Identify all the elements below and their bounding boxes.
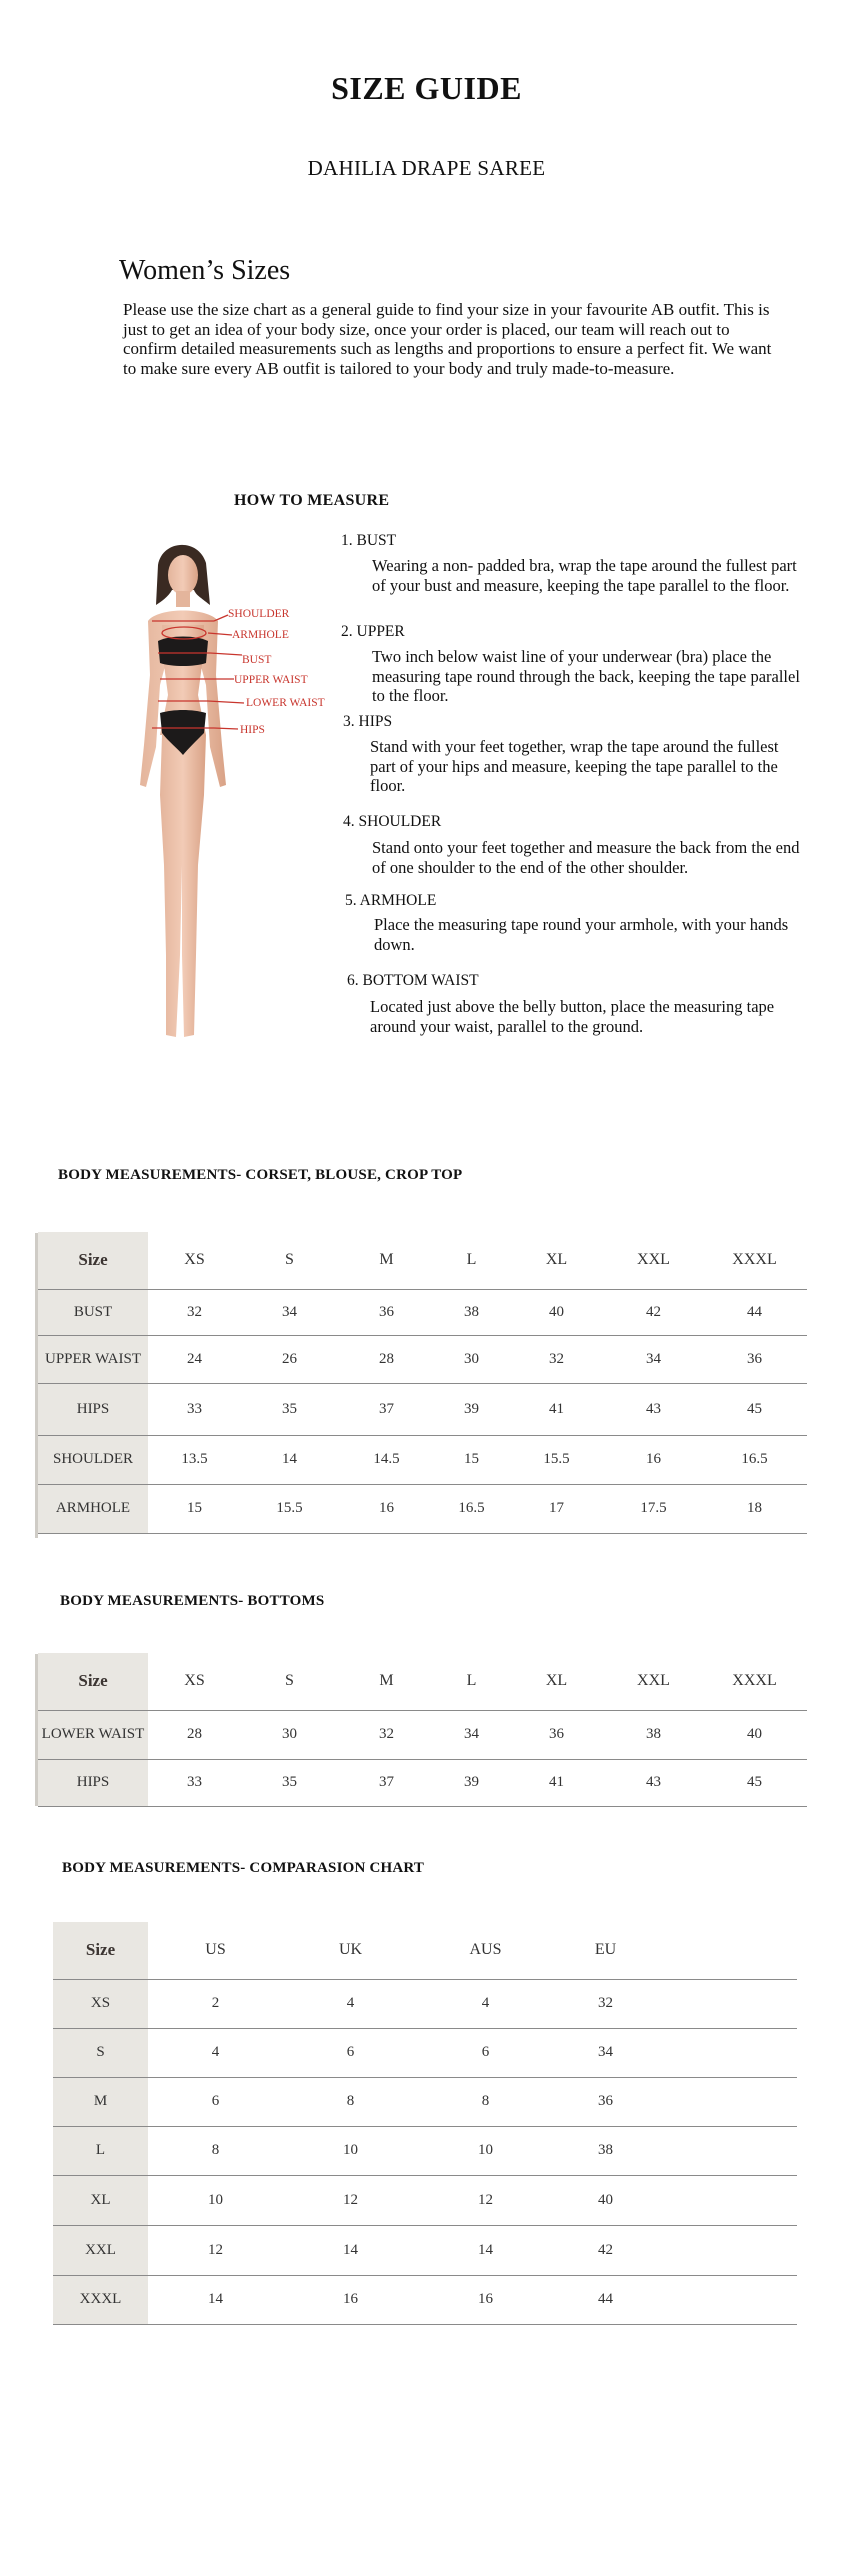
column-header-cell: XXL — [605, 1232, 702, 1289]
column-header-cell: US — [148, 1922, 283, 1979]
column-header-cell: XS — [148, 1653, 241, 1710]
column-header-cell: S — [241, 1653, 338, 1710]
figure-label-armhole: ARMHOLE — [232, 629, 289, 641]
figure-label-shoulder: SHOULDER — [228, 608, 290, 620]
row-label-cell: M — [53, 2077, 148, 2126]
table-cell: 43 — [605, 1759, 702, 1806]
table-cell: 39 — [435, 1383, 508, 1435]
row-label-cell: L — [53, 2126, 148, 2175]
table-cell: 33 — [148, 1383, 241, 1435]
table-cell: 10 — [418, 2126, 553, 2175]
column-header-cell: XL — [508, 1653, 605, 1710]
row-label-cell: SHOULDER — [38, 1435, 148, 1484]
table-cell: 37 — [338, 1383, 435, 1435]
row-label-cell: XXL — [53, 2225, 148, 2275]
figure-label-hips: HIPS — [240, 724, 265, 736]
column-header-cell: S — [241, 1232, 338, 1289]
table-cell: 40 — [508, 1289, 605, 1335]
row-label-cell: XL — [53, 2175, 148, 2225]
table-cell: 34 — [435, 1710, 508, 1759]
figure-label-lower-waist: LOWER WAIST — [246, 697, 325, 709]
table-row — [53, 2275, 797, 2324]
table-cell: 16.5 — [702, 1435, 807, 1484]
table-cell — [658, 2275, 797, 2324]
row-label-cell: BUST — [38, 1289, 148, 1335]
table-cell: 14 — [241, 1435, 338, 1484]
row-label-cell: S — [53, 2028, 148, 2077]
table-cell: 6 — [283, 2028, 418, 2077]
table-cell: 44 — [702, 1289, 807, 1335]
figure-label-bust: BUST — [242, 654, 272, 666]
column-header-cell: XL — [508, 1232, 605, 1289]
table-cell: 12 — [418, 2175, 553, 2225]
table-cell: 14 — [418, 2225, 553, 2275]
table-cell: 10 — [148, 2175, 283, 2225]
table-cell: 14.5 — [338, 1435, 435, 1484]
row-label-cell: HIPS — [38, 1383, 148, 1435]
table-3-heading: BODY MEASUREMENTS- COMPARASION CHART — [62, 1860, 425, 1876]
table-cell: 36 — [338, 1289, 435, 1335]
table-header-row — [38, 1232, 807, 1289]
step-5-title: 5. ARMHOLE — [345, 892, 437, 909]
table-cell: 4 — [283, 1979, 418, 2028]
table-cell: 6 — [418, 2028, 553, 2077]
table-cell: 32 — [508, 1335, 605, 1383]
table-cell: 15.5 — [241, 1484, 338, 1533]
table-cell: 43 — [605, 1383, 702, 1435]
table-cell: 38 — [553, 2126, 658, 2175]
step-6-description: Located just above the belly button, place the measuring tape around your waist, parallel to the ground. — [370, 997, 775, 1036]
table-cell: 36 — [508, 1710, 605, 1759]
table-cell: 12 — [148, 2225, 283, 2275]
column-header-cell: XS — [148, 1232, 241, 1289]
table-cell: 34 — [241, 1289, 338, 1335]
table-cell: 16 — [283, 2275, 418, 2324]
table-cell: 8 — [418, 2077, 553, 2126]
column-header-cell: XXL — [605, 1653, 702, 1710]
size-column-header: Size — [38, 1653, 148, 1710]
table-row — [38, 1435, 807, 1484]
table-row — [38, 1710, 807, 1759]
size-column-header: Size — [53, 1922, 148, 1979]
table-cell: 16 — [418, 2275, 553, 2324]
how-to-measure-heading: HOW TO MEASURE — [234, 492, 390, 509]
table-cell: 28 — [148, 1710, 241, 1759]
table-cell: 13.5 — [148, 1435, 241, 1484]
measurement-figure-illustration — [70, 535, 330, 1055]
table-row — [53, 2175, 797, 2225]
table-cell: 39 — [435, 1759, 508, 1806]
table-cell: 16 — [605, 1435, 702, 1484]
table-cell: 6 — [148, 2077, 283, 2126]
intro-paragraph: Please use the size chart as a general guide to find your size in your favourite AB outfit. This is just to get an idea of your body size, once your order is placed, our team will reach out to confirm detailed measurements such as lengths and proportions to ensure a perfect fit. We want to make sure every AB outfit is tailored to your body and truly made-to-measure. — [123, 300, 772, 378]
column-header-cell: L — [435, 1653, 508, 1710]
step-1-title: 1. BUST — [341, 532, 397, 549]
table-cell: 8 — [148, 2126, 283, 2175]
table-cell — [658, 2077, 797, 2126]
table-cell: 35 — [241, 1759, 338, 1806]
body-measurements-table — [38, 1232, 807, 1534]
column-header-cell: M — [338, 1232, 435, 1289]
table-header-row — [53, 1922, 797, 1979]
column-header-cell: AUS — [418, 1922, 553, 1979]
column-header-cell: XXXL — [702, 1232, 807, 1289]
step-5-description: Place the measuring tape round your armhole, with your hands down. — [374, 915, 789, 954]
table-row — [53, 2225, 797, 2275]
bottoms-measurements-table — [38, 1653, 807, 1807]
table-cell: 41 — [508, 1383, 605, 1435]
table-cell: 4 — [418, 1979, 553, 2028]
table-cell: 30 — [435, 1335, 508, 1383]
table-row — [53, 2126, 797, 2175]
step-6-title: 6. BOTTOM WAIST — [347, 972, 479, 989]
row-label-cell: XXXL — [53, 2275, 148, 2324]
table-cell: 40 — [702, 1710, 807, 1759]
column-header-cell: L — [435, 1232, 508, 1289]
table-cell — [658, 2175, 797, 2225]
table-2-heading: BODY MEASUREMENTS- BOTTOMS — [60, 1593, 325, 1609]
table-cell — [658, 2028, 797, 2077]
step-4-description: Stand onto your feet together and measure the back from the end of one shoulder to the end of the other shoulder. — [372, 838, 800, 877]
step-1-description: Wearing a non- padded bra, wrap the tape around the fullest part of your bust and measure, keeping the tape parallel to the floor. — [372, 556, 797, 595]
row-label-cell: LOWER WAIST — [38, 1710, 148, 1759]
table-cell: 41 — [508, 1759, 605, 1806]
table-cell: 44 — [553, 2275, 658, 2324]
table-cell: 34 — [605, 1335, 702, 1383]
table-cell: 15.5 — [508, 1435, 605, 1484]
table-cell: 36 — [702, 1335, 807, 1383]
table-cell: 42 — [553, 2225, 658, 2275]
table-cell: 24 — [148, 1335, 241, 1383]
table-row — [38, 1383, 807, 1435]
size-column-header: Size — [38, 1232, 148, 1289]
product-name: DAHILIA DRAPE SAREE — [307, 156, 546, 180]
size-comparison-table — [53, 1922, 797, 2325]
table-cell: 34 — [553, 2028, 658, 2077]
table-cell: 4 — [148, 2028, 283, 2077]
table-cell: 36 — [553, 2077, 658, 2126]
table-cell: 38 — [605, 1710, 702, 1759]
table-cell — [658, 2126, 797, 2175]
column-header-cell: EU — [553, 1922, 658, 1979]
table-cell: 32 — [148, 1289, 241, 1335]
step-3-description: Stand with your feet together, wrap the tape around the fullest part of your hips and measure, keeping the tape parallel to the floor. — [370, 737, 779, 795]
table-cell: 18 — [702, 1484, 807, 1533]
table-row — [53, 2028, 797, 2077]
table-row — [38, 1335, 807, 1383]
table-row — [38, 1759, 807, 1806]
table-cell: 28 — [338, 1335, 435, 1383]
table-cell: 45 — [702, 1759, 807, 1806]
column-header-cell: M — [338, 1653, 435, 1710]
table-cell: 40 — [553, 2175, 658, 2225]
table-cell: 33 — [148, 1759, 241, 1806]
table-cell: 38 — [435, 1289, 508, 1335]
page-title: SIZE GUIDE — [331, 70, 522, 106]
womens-sizes-heading: Women’s Sizes — [119, 255, 291, 286]
figure-label-upper-waist: UPPER WAIST — [234, 674, 308, 686]
table-cell: 17 — [508, 1484, 605, 1533]
table-header-row — [38, 1653, 807, 1710]
table-cell — [658, 1979, 797, 2028]
table-cell: 42 — [605, 1289, 702, 1335]
table-cell: 30 — [241, 1710, 338, 1759]
step-4-title: 4. SHOULDER — [343, 813, 442, 830]
row-label-cell: HIPS — [38, 1759, 148, 1806]
table-cell: 14 — [283, 2225, 418, 2275]
table-cell: 45 — [702, 1383, 807, 1435]
table-cell: 26 — [241, 1335, 338, 1383]
row-label-cell: XS — [53, 1979, 148, 2028]
table-cell: 32 — [338, 1710, 435, 1759]
row-label-cell: UPPER WAIST — [38, 1335, 148, 1383]
table-cell: 15 — [435, 1435, 508, 1484]
step-2-title: 2. UPPER — [341, 623, 405, 640]
table-cell: 16.5 — [435, 1484, 508, 1533]
table-row — [53, 1979, 797, 2028]
table-cell: 12 — [283, 2175, 418, 2225]
table-cell: 32 — [553, 1979, 658, 2028]
column-header-cell — [658, 1922, 797, 1979]
step-2-description: Two inch below waist line of your underwear (bra) place the measuring tape round through the back, keeping the tape parallel to the floor. — [372, 647, 800, 705]
row-label-cell: ARMHOLE — [38, 1484, 148, 1533]
table-row — [38, 1484, 807, 1533]
table-cell: 37 — [338, 1759, 435, 1806]
table-cell: 17.5 — [605, 1484, 702, 1533]
table-cell: 16 — [338, 1484, 435, 1533]
table-1-heading: BODY MEASUREMENTS- CORSET, BLOUSE, CROP TOP — [58, 1167, 463, 1183]
table-cell: 35 — [241, 1383, 338, 1435]
table-cell: 2 — [148, 1979, 283, 2028]
table-cell: 14 — [148, 2275, 283, 2324]
table-row — [53, 2077, 797, 2126]
column-header-cell: XXXL — [702, 1653, 807, 1710]
table-row — [38, 1289, 807, 1335]
table-cell: 8 — [283, 2077, 418, 2126]
column-header-cell: UK — [283, 1922, 418, 1979]
step-3-title: 3. HIPS — [343, 713, 393, 730]
table-cell: 15 — [148, 1484, 241, 1533]
table-cell: 10 — [283, 2126, 418, 2175]
table-cell — [658, 2225, 797, 2275]
